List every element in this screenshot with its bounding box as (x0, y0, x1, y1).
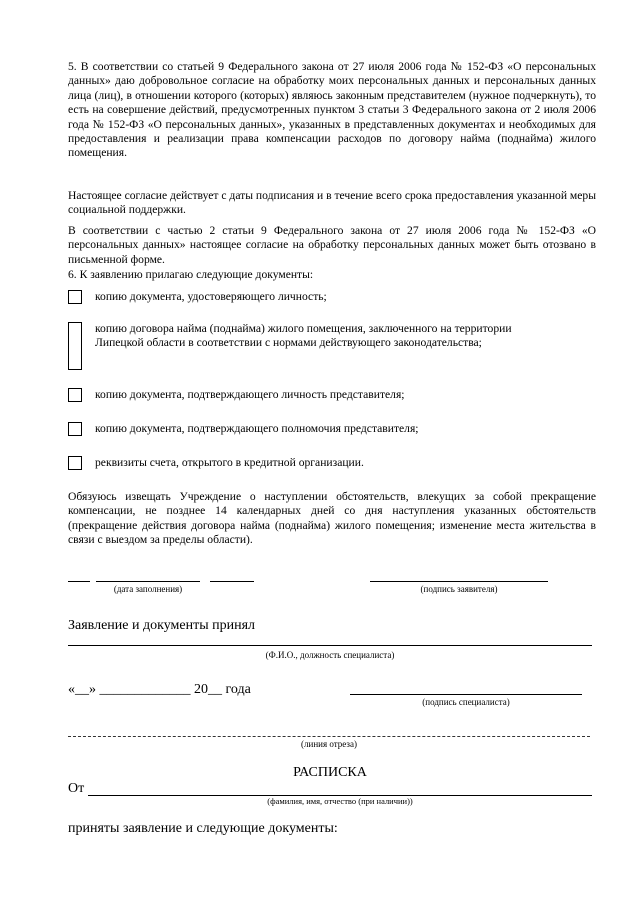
attachment-checkbox-2[interactable] (68, 322, 82, 370)
date-blank-day[interactable] (68, 581, 90, 582)
specialist-fio-line[interactable] (68, 645, 592, 646)
attachment-checkbox-1[interactable] (68, 290, 82, 304)
consent-paragraph: 5. В соответствии со статьей 9 Федерального закона от 27 июля 2006 года № 152-ФЗ «О персональных данных» даю добровольное согласие на обработку моих персональных данных и персональных данных лица (лиц), в отношении которого (которых) являюсь законным представителем (нужное подчеркнуть), то есть на совершение действий, предусмотренных пунктом 3 статьи 3 Федерального закона от 2 июля 2006 года № 152-ФЗ «О персональных данных», указанных в представленных документах и необходимых для предоставления и реализации права компенсации расходов по договору найма (поднайма) жилого помещения. (68, 60, 596, 160)
attachment-label-5: реквизиты счета, открытого в кредитной организации. (95, 456, 364, 469)
specialist-fio-caption: (Ф.И.О., должность специалиста) (265, 650, 395, 660)
attachments-heading: 6. К заявлению прилагаю следующие документы: (68, 268, 314, 281)
attachment-label-4: копию документа, подтверждающего полномочия представителя; (95, 422, 419, 435)
applicant-signature-caption: (подпись заявителя) (420, 584, 498, 594)
date-blank-month[interactable] (96, 581, 200, 582)
attachment-label-3: копию документа, подтверждающего личность представителя; (95, 388, 405, 401)
date-blank-year[interactable] (210, 581, 254, 582)
receipt-title: РАСПИСКА (293, 765, 367, 780)
receipt-from-caption: (фамилия, имя, отчество (при наличии)) (267, 796, 413, 806)
date-caption: (дата заполнения) (113, 584, 183, 594)
consent-withdrawal: В соответствии с частью 2 статьи 9 Федерального закона от 27 июля 2006 года № 152-ФЗ «О персональных данных» настоящее согласие на обработку персональных данных может быть отозвано в письменной форме. (68, 224, 596, 266)
specialist-signature-caption: (подпись специалиста) (422, 697, 510, 707)
specialist-signature-line[interactable] (350, 694, 582, 695)
attachment-label-1: копию документа, удостоверяющего личность; (95, 290, 327, 303)
obligation-paragraph: Обязуюсь извещать Учреждение о наступлении обстоятельств, влекущих за собой прекращение компенсации, не позднее 14 календарных дней со дня наступления указанных обстоятельств (прекращение действия договора найма (поднайма) жилого помещения; изменение места жительства в связи с выездом за пределы области). (68, 490, 596, 547)
attachment-checkbox-3[interactable] (68, 388, 82, 402)
applicant-signature-line[interactable] (370, 581, 548, 582)
acceptance-date: «__» _____________ 20__ года (68, 682, 251, 697)
attachment-checkbox-4[interactable] (68, 422, 82, 436)
attachment-label-2: копию договора найма (поднайма) жилого помещения, заключенного на территории Липецкой области в соответствии с нормами действующего законодательства; (95, 322, 512, 350)
receipt-accepted-text: приняты заявление и следующие документы: (68, 821, 338, 836)
cut-line-caption: (линия отреза) (301, 739, 357, 749)
receipt-from-label: От (68, 781, 85, 796)
cut-line (68, 736, 590, 737)
consent-validity: Настоящее согласие действует с даты подписания и в течение всего срока предоставления указанной меры социальной поддержки. (68, 189, 596, 217)
acceptance-title: Заявление и документы принял (68, 618, 256, 633)
attachment-checkbox-5[interactable] (68, 456, 82, 470)
